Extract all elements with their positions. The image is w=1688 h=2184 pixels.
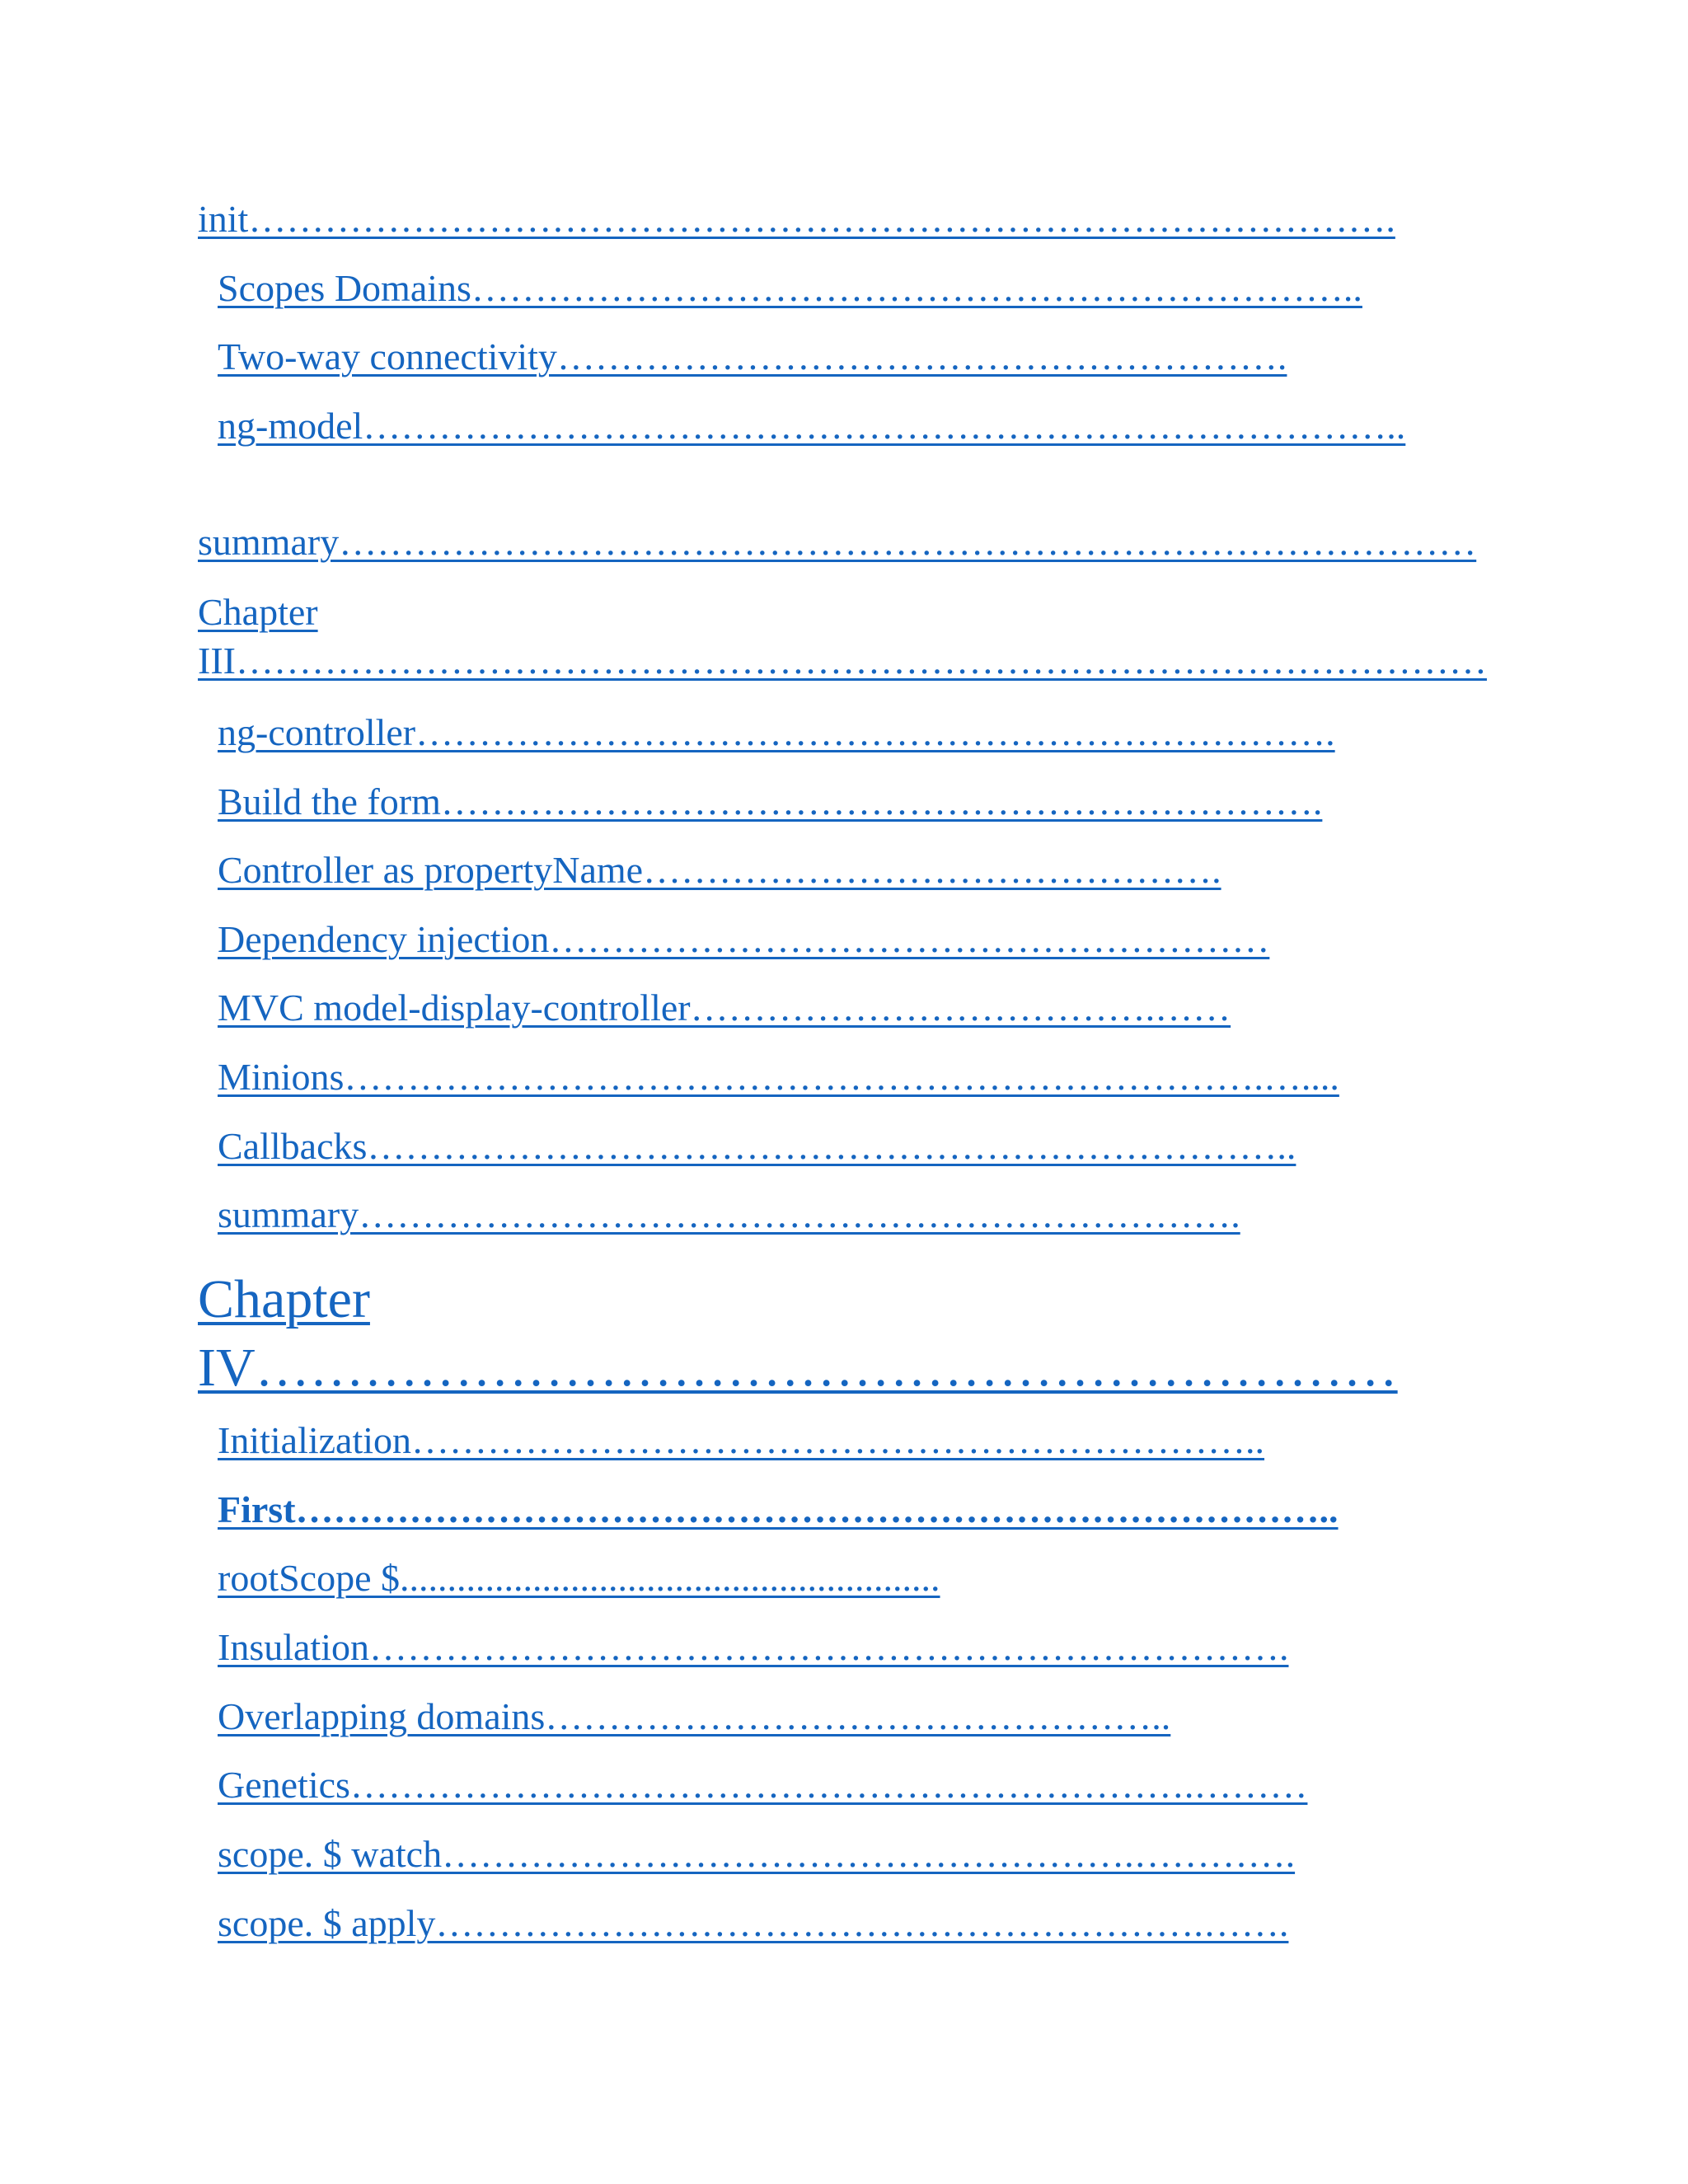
toc-link-two-way-connectivity[interactable]: Two-way connectivity…………………………………………………. [218,335,1287,377]
toc-link-chapter-iii[interactable] [198,588,1487,686]
chapter-iv-line2: IV……………………………………………………… [198,1337,1398,1398]
toc-link-minions[interactable]: Minions……………………………………………………………….….... [218,1056,1339,1098]
toc-link-rootscope[interactable]: rootScope $......................................................... [218,1557,940,1599]
toc-link-initialization[interactable]: Initialization………………………………………………………….. [218,1419,1265,1461]
toc-link-build-the-form[interactable]: Build the form……………………………………………………………. [218,780,1323,823]
toc-link-overlapping-domains[interactable]: Overlapping domains………………………………………….. [218,1695,1171,1737]
chapter-iv-line1: Chapter [198,1269,370,1329]
toc-link-dependency-injection[interactable] [198,918,1270,960]
toc-link-controller-as-propertyname[interactable]: Controller as propertyName………………………………………. [218,849,1221,891]
toc-link-ng-controller[interactable]: ng-controller………………………………………………………………. [218,711,1335,753]
toc-link-summary-ch3[interactable]: summary……………………………………………………………. [218,1193,1240,1235]
toc-link-mvc[interactable]: MVC model-display-controller……………………………….…… [218,987,1231,1029]
toc-link-scope-apply[interactable]: scope. $ apply…………………………………………………….……. [218,1902,1289,1944]
dependency-injection-label: Dependency injection………………………………………………… [218,918,1270,960]
toc-link-genetics[interactable]: Genetics………………………………………………………….……… [218,1764,1308,1806]
toc-link-scope-watch[interactable]: scope. $ watch……………………………………………….…………. [218,1833,1296,1875]
chapter-iii-line2: III……………………………………………………………………………………… [198,639,1487,682]
toc-link-init[interactable]: init………………………………………………………………………………. [198,198,1395,240]
toc-link-scopes-domains[interactable]: Scopes Domains…………………………………………………………….. [218,267,1362,309]
toc-link-first[interactable]: First……………………………………………………………………….. [218,1488,1339,1530]
toc-link-insulation[interactable]: Insulation………………………………………………………………. [218,1626,1289,1668]
toc-link-summary[interactable]: summary……………………………………………………………………………… [198,521,1477,563]
chapter-iii-line1: Chapter [198,591,318,633]
toc-link-ng-model[interactable]: ng-model……………………………………………………………………….. [218,405,1406,447]
toc-link-chapter-iv[interactable] [198,1266,1398,1402]
toc-link-callbacks[interactable]: Callbacks……………………………………………………………….. [218,1125,1296,1167]
